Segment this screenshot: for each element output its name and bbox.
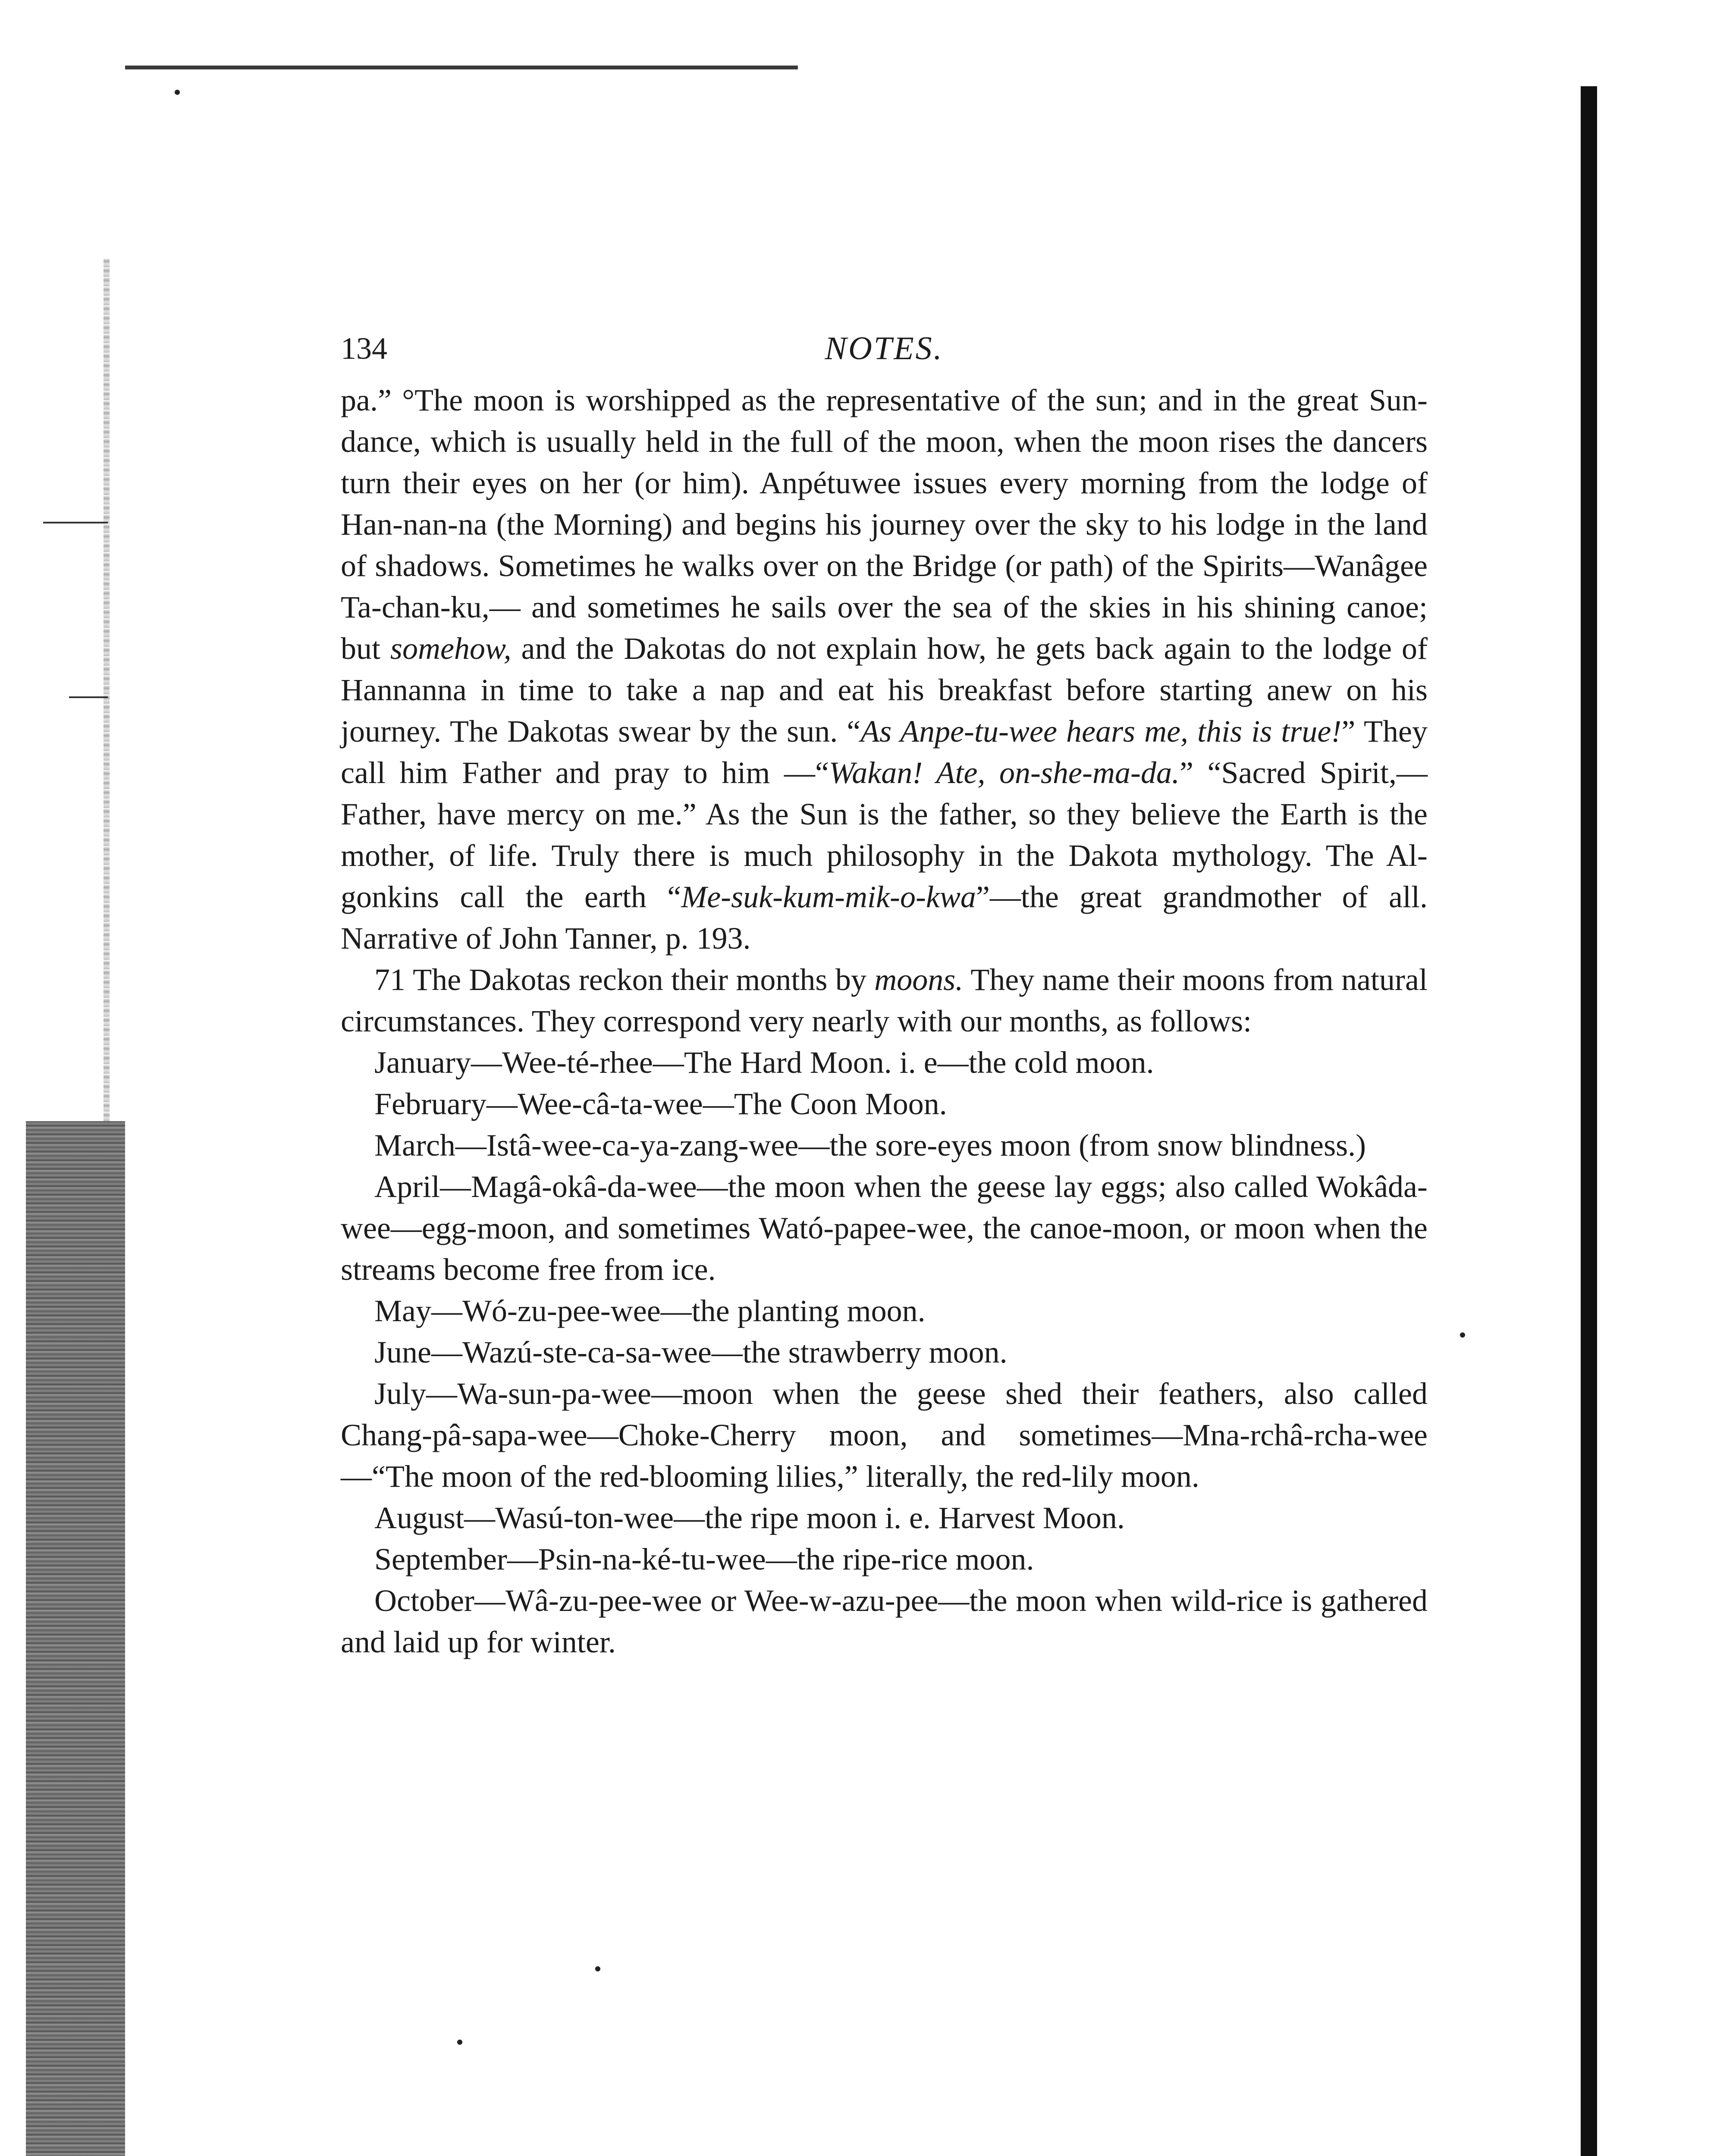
scan-margin-mark (69, 696, 108, 698)
scan-binding-shadow (26, 1121, 125, 2156)
scan-binding-edge (104, 259, 110, 1121)
scan-right-edge-shadow (1581, 86, 1597, 2156)
scan-speck (1460, 1332, 1465, 1338)
month-entry: July—Wa-sun-pa-wee—moon when the geese shed their feathers, also called Chang-pâ-sapa-wee—Choke-Cherry moon, and sometimes—Mna-rchâ-rcha-wee—“The moon of the red-blooming lilies,” literally, the red-lily moon. (341, 1376, 1428, 1494)
text-run: 71 The Dakotas reckon their months by (374, 962, 875, 997)
text-run: They name their moons from natural circumstances. They correspond very nearly with our months, as follows: (341, 962, 1428, 1038)
text-run: ” They call him Father and pray to him —“ (341, 714, 1428, 790)
paragraph-note-71 (341, 959, 1428, 1042)
italic-run: moons. (874, 962, 964, 997)
italic-run: somehow, (390, 631, 512, 666)
italic-run: As Anpe-tu-wee hears me, this is true! (860, 714, 1342, 749)
month-entry: May—Wó-zu-pee-wee—the planting moon. (374, 1294, 926, 1328)
month-entry: February—Wee-câ-ta-wee—The Coon Moon. (374, 1087, 947, 1121)
month-entry: June—Wazú-ste-ca-sa-wee—the strawberry moon. (374, 1335, 1008, 1369)
month-entry: January—Wee-té-rhee—The Hard Moon. i. e—the cold moon. (374, 1045, 1154, 1080)
italic-run: Me-suk-kum-mik-o-kwa (681, 880, 976, 914)
text-run: and the Dakotas do not explain how, he gets back again to the lodge of Hannanna in time to take a nap and eat his breakfast before starting anew on his journey. The Dakotas swear by the sun. “ (341, 631, 1428, 749)
running-head: NOTES. (825, 330, 944, 367)
text-run: ” “Sacred Spirit,—Father, have mercy on me.” As the Sun is the father, so they believe the Earth is the mother, of life. Truly there is much philosophy in the Dakota mythology. The Al-gonkins call the earth “ (341, 755, 1428, 914)
scan-speck (457, 2040, 462, 2045)
text-run: pa.” °The moon is worshipped as the representative of the sun; and in the great Sun-dance, which is usually held in the full of the moon, when the moon rises the dancers turn their eyes on her (or him). Anpétuwee issues every morning from the lodge of Han-nan-na (the Morning) and begins his journey over the sky to his lodge in the land of shadows. Sometimes he walks over on the Bridge (or path) of the Spirits—Wanâgee Ta-chan-ku,— and sometimes he sails over the sea of the skies in his shining canoe; but (341, 383, 1428, 666)
italic-run: Wakan! Ate, on-she-ma-da. (829, 755, 1180, 790)
scan-speck (175, 90, 180, 95)
page-number: 134 (341, 331, 387, 366)
month-entry: October—Wâ-zu-pee-wee or Wee-w-azu-pee—the moon when wild-rice is gathered and laid up for winter. (341, 1583, 1428, 1659)
paragraph-sun-worship (341, 379, 1428, 959)
month-entry: March—Istâ-wee-ca-ya-zang-wee—the sore-eyes moon (from snow blindness.) (374, 1128, 1366, 1163)
page-text-block (341, 328, 1428, 1663)
page-header (341, 328, 1428, 379)
month-entry: September—Psin-na-ké-tu-wee—the ripe-rice moon. (374, 1542, 1034, 1576)
scan-margin-mark (43, 522, 108, 523)
month-entry: August—Wasú-ton-wee—the ripe moon i. e. Harvest Moon. (374, 1501, 1125, 1535)
text-run: ”—the great grandmother of all. Narrative of John Tanner, p. 193. (341, 880, 1428, 956)
scan-top-rule (125, 66, 798, 69)
scan-speck (595, 1966, 600, 1971)
month-entry: April—Magâ-okâ-da-wee—the moon when the geese lay eggs; also called Wokâda-wee—egg-moon, and sometimes Wató-papee-wee, the canoe-moon, or moon when the streams become free from ice. (341, 1169, 1428, 1287)
